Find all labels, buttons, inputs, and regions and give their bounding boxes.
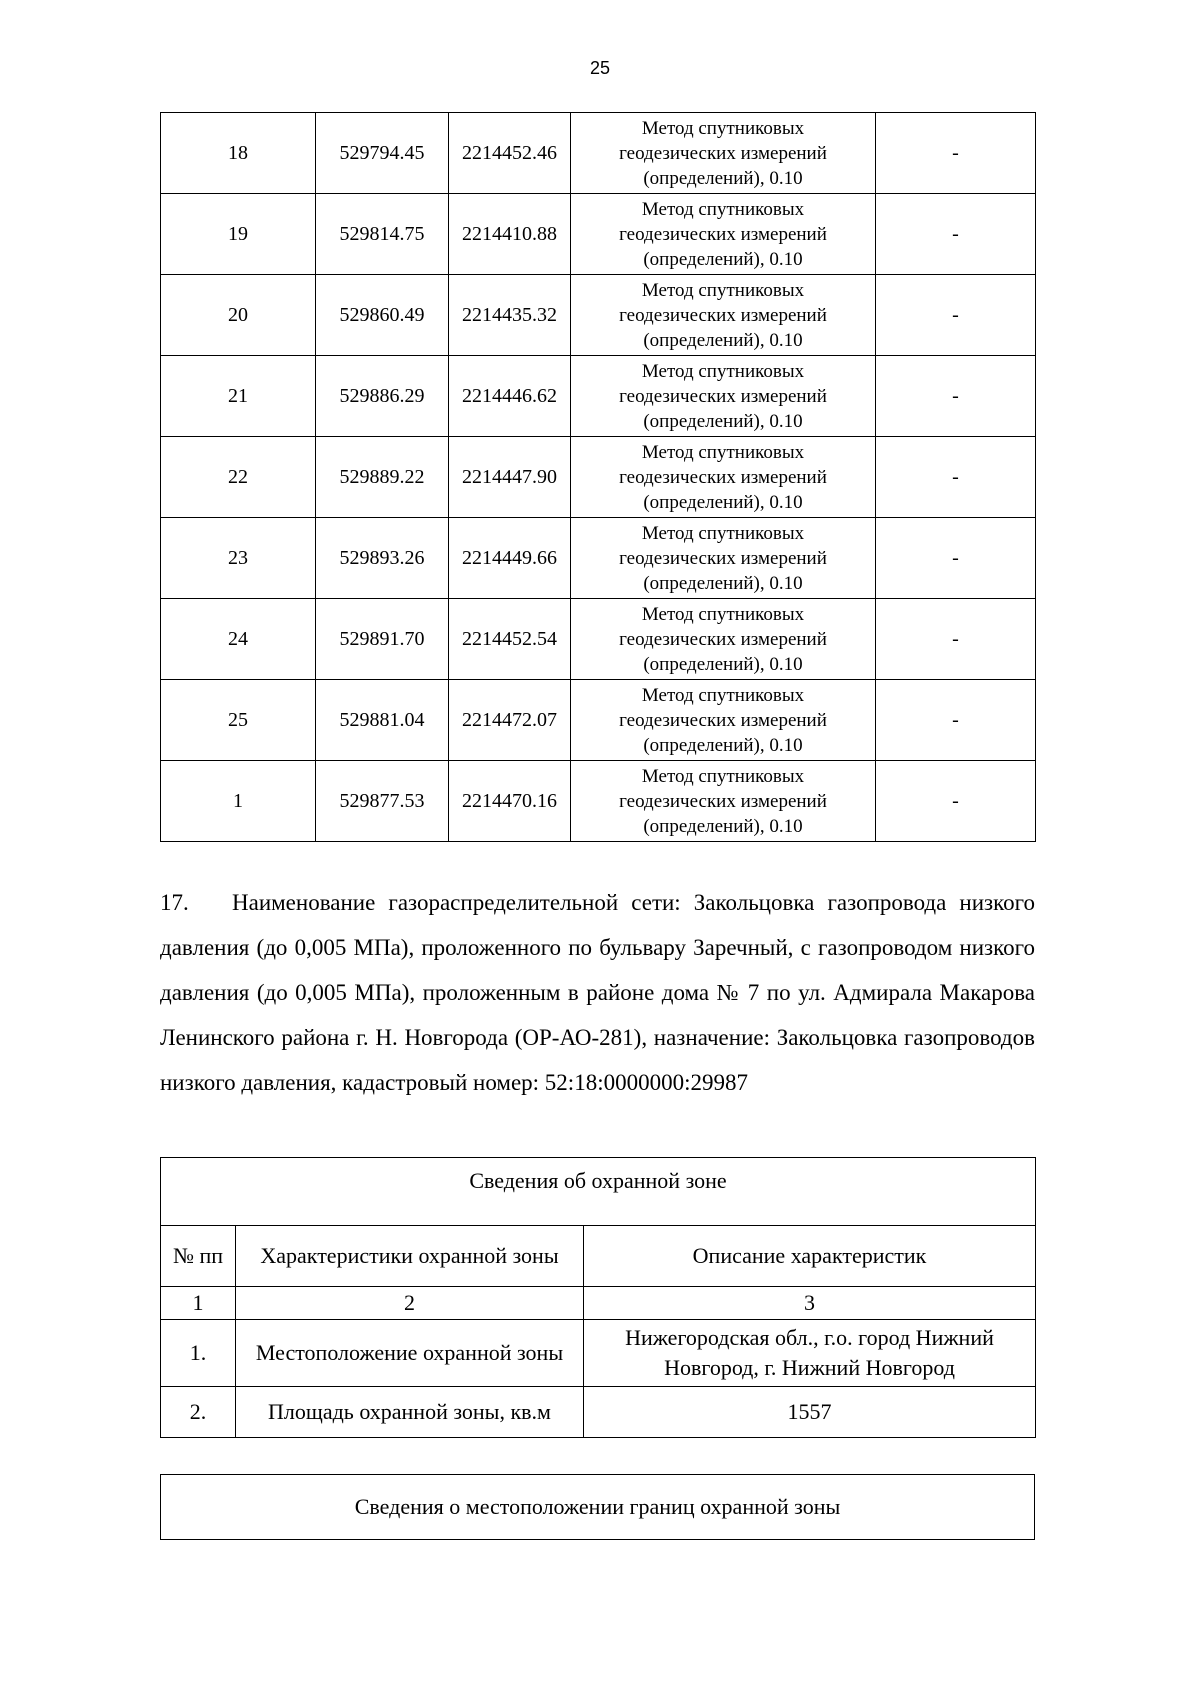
method-text: Метод спутниковых геодезических измерений (определений), 0.10: [571, 113, 876, 194]
coordinate-row: [161, 680, 1036, 761]
point-number: 24: [161, 599, 316, 680]
x-coordinate: 529889.22: [316, 437, 449, 518]
method-text: Метод спутниковых геодезических измерений (определений), 0.10: [571, 437, 876, 518]
x-coordinate: 529860.49: [316, 275, 449, 356]
y-coordinate: 2214452.46: [449, 113, 571, 194]
row-num: 1.: [161, 1320, 236, 1387]
x-coordinate: 529814.75: [316, 194, 449, 275]
method-text: Метод спутниковых геодезических измерений (определений), 0.10: [571, 599, 876, 680]
point-number: 25: [161, 680, 316, 761]
coordinate-row: [161, 761, 1036, 842]
paragraph-17-text: Наименование газораспределительной сети: Закольцовка газопровода низкого давления (до 0,005 МПа), проложенного по бульвару Заречный, с газопроводом низкого давления (до 0,005 МПа), проложенным в районе дома № 7 по ул. Адмирала Макарова Ленинского района г. Н. Новгорода (ОР-АО-281), назначение: Закольцовка газопроводов низкого давления, кадастровый номер: 52:18:0000000:29987: [160, 890, 1035, 1095]
header-characteristic: Характеристики охранной зоны: [236, 1226, 584, 1287]
coordinate-row: [161, 356, 1036, 437]
method-text: Метод спутниковых геодезических измерений (определений), 0.10: [571, 194, 876, 275]
note-cell: -: [876, 599, 1036, 680]
page-number: 25: [589, 58, 611, 78]
method-text: Метод спутниковых геодезических измерений (определений), 0.10: [571, 518, 876, 599]
row-description: 1557: [584, 1387, 1036, 1438]
page-content: [160, 112, 1035, 1540]
y-coordinate: 2214447.90: [449, 437, 571, 518]
point-number: 23: [161, 518, 316, 599]
coordinates-table-body: [161, 113, 1036, 842]
row-characteristic: Местоположение охранной зоны: [236, 1320, 584, 1387]
x-coordinate: 529877.53: [316, 761, 449, 842]
coordinate-row: [161, 518, 1036, 599]
coordinate-row: [161, 194, 1036, 275]
point-number: 18: [161, 113, 316, 194]
note-cell: -: [876, 761, 1036, 842]
note-cell: -: [876, 113, 1036, 194]
method-text: Метод спутниковых геодезических измерений (определений), 0.10: [571, 680, 876, 761]
method-text: Метод спутниковых геодезических измерений (определений), 0.10: [571, 356, 876, 437]
colnum-2: 2: [236, 1287, 584, 1320]
zone-table-row: [161, 1387, 1036, 1438]
point-number: 20: [161, 275, 316, 356]
method-text: Метод спутниковых геодезических измерений (определений), 0.10: [571, 761, 876, 842]
coordinate-row: [161, 599, 1036, 680]
coordinate-row: [161, 113, 1036, 194]
x-coordinate: 529794.45: [316, 113, 449, 194]
header-description: Описание характеристик: [584, 1226, 1036, 1287]
row-characteristic: Площадь охранной зоны, кв.м: [236, 1387, 584, 1438]
row-description: Нижегородская обл., г.о. город Нижний Новгород, г. Нижний Новгород: [584, 1320, 1036, 1387]
paragraph-17-number: 17.: [160, 890, 189, 915]
zone-table-header-row: [161, 1226, 1036, 1287]
note-cell: -: [876, 680, 1036, 761]
header-num: № пп: [161, 1226, 236, 1287]
coordinate-row: [161, 275, 1036, 356]
y-coordinate: 2214410.88: [449, 194, 571, 275]
x-coordinate: 529886.29: [316, 356, 449, 437]
y-coordinate: 2214446.62: [449, 356, 571, 437]
x-coordinate: 529893.26: [316, 518, 449, 599]
zone-table-row: [161, 1320, 1036, 1387]
point-number: 22: [161, 437, 316, 518]
y-coordinate: 2214470.16: [449, 761, 571, 842]
note-cell: -: [876, 194, 1036, 275]
zone-info-table: [160, 1157, 1036, 1438]
method-text: Метод спутниковых геодезических измерений (определений), 0.10: [571, 275, 876, 356]
coordinate-row: [161, 437, 1036, 518]
zone-table-title-row: [161, 1158, 1036, 1226]
note-cell: -: [876, 437, 1036, 518]
paragraph-17: [160, 880, 1035, 1105]
note-cell: -: [876, 518, 1036, 599]
boundaries-section-title: Сведения о местоположении границ охранной зоны: [160, 1474, 1035, 1540]
x-coordinate: 529891.70: [316, 599, 449, 680]
coordinates-table: [160, 112, 1036, 842]
point-number: 19: [161, 194, 316, 275]
note-cell: -: [876, 356, 1036, 437]
point-number: 21: [161, 356, 316, 437]
zone-table-colnum-row: [161, 1287, 1036, 1320]
y-coordinate: 2214449.66: [449, 518, 571, 599]
y-coordinate: 2214452.54: [449, 599, 571, 680]
y-coordinate: 2214472.07: [449, 680, 571, 761]
point-number: 1: [161, 761, 316, 842]
note-cell: -: [876, 275, 1036, 356]
x-coordinate: 529881.04: [316, 680, 449, 761]
y-coordinate: 2214435.32: [449, 275, 571, 356]
zone-table-title: Сведения об охранной зоне: [161, 1158, 1036, 1226]
colnum-3: 3: [584, 1287, 1036, 1320]
colnum-1: 1: [161, 1287, 236, 1320]
row-num: 2.: [161, 1387, 236, 1438]
